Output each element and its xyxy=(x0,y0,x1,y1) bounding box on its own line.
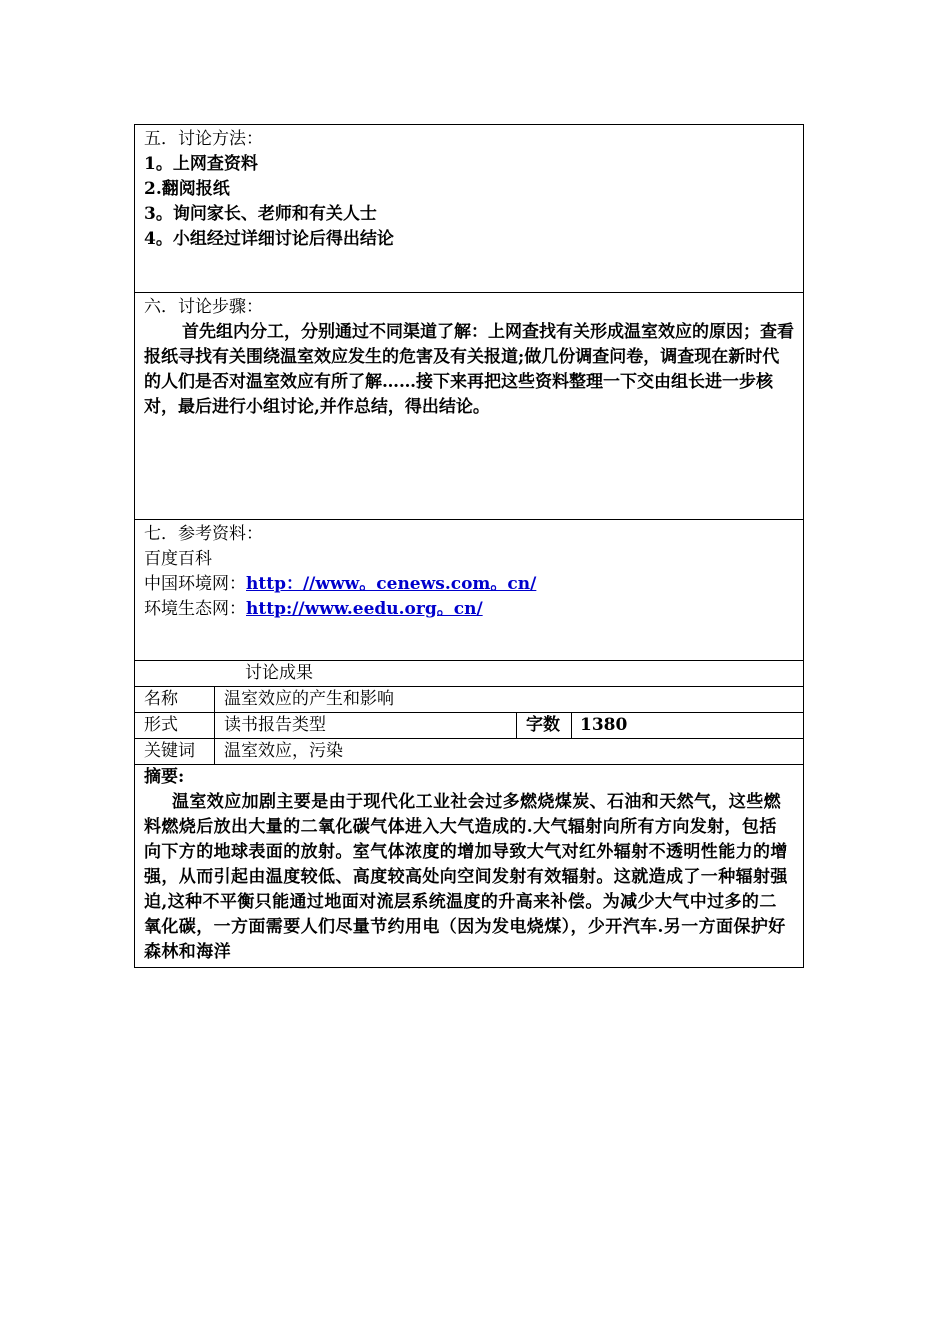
reference-label: 中国环境网： xyxy=(144,574,246,594)
name-value: 温室效应的产生和影响 xyxy=(224,689,394,709)
section-references xyxy=(135,520,803,661)
results-title: 讨论成果 xyxy=(135,661,803,687)
row-keywords xyxy=(135,739,803,765)
method-item: 4。小组经过详细讨论后得出结论 xyxy=(144,229,394,249)
word-count-value: 1380 xyxy=(580,715,628,735)
abstract-section xyxy=(135,765,803,967)
report-table xyxy=(134,124,804,968)
reference-item: 百度百科 xyxy=(144,549,212,569)
method-item: 2.翻阅报纸 xyxy=(144,179,230,199)
method-item: 1。上网查资料 xyxy=(144,154,258,174)
reference-item xyxy=(144,572,794,597)
form-value: 读书报告类型 xyxy=(215,713,517,738)
keywords-label: 关键词 xyxy=(135,739,215,764)
form-label: 形式 xyxy=(135,713,215,738)
cenews-link[interactable]: http：//www。cenews.com。cn/ xyxy=(246,574,537,594)
section-discussion-steps xyxy=(135,293,803,520)
reference-item xyxy=(144,597,794,622)
method-item: 3。询问家长、老师和有关人士 xyxy=(144,204,377,224)
section-heading: 七．参考资料： xyxy=(144,524,263,544)
eedu-link[interactable]: http://www.eedu.org。cn/ xyxy=(246,599,483,619)
section-heading: 六．讨论步骤： xyxy=(144,297,263,317)
keywords-value: 温室效应，污染 xyxy=(224,741,343,761)
name-label: 名称 xyxy=(135,687,215,712)
word-count-label: 字数 xyxy=(517,713,572,738)
section-discussion-methods xyxy=(135,125,803,293)
steps-paragraph: 首先组内分工，分别通过不同渠道了解：上网查找有关形成温室效应的原因；查看报纸寻找有关围绕温室效应发生的危害及有关报道;做几份调查问卷，调查现在新时代的人们是否对温室效应有所了解……接下来再把这些资料整理一下交由组长进一步核对，最后进行小组讨论,并作总结，得出结论。 xyxy=(144,322,794,417)
abstract-label: 摘要: xyxy=(144,767,185,787)
section-heading: 五．讨论方法： xyxy=(144,129,263,149)
abstract-body: 温室效应加剧主要是由于现代化工业社会过多燃烧煤炭、石油和天然气，这些燃料燃烧后放出大量的二氧化碳气体进入大气造成的.大气辐射向所有方向发射，包括向下方的地球表面的放射。室气体浓度的增加导致大气对红外辐射不透明性能力的增强，从而引起由温度较低、高度较高处向空间发射有效辐射。这就造成了一种辐射强迫,这种不平衡只能通过地面对流层系统温度的升高来补偿。为减少大气中过多的二氧化碳，一方面需要人们尽量节约用电（因为发电烧煤），少开汽车.另一方面保护好森林和海洋 xyxy=(144,792,788,962)
row-name xyxy=(135,687,803,713)
row-form xyxy=(135,713,803,739)
reference-label: 环境生态网： xyxy=(144,599,246,619)
